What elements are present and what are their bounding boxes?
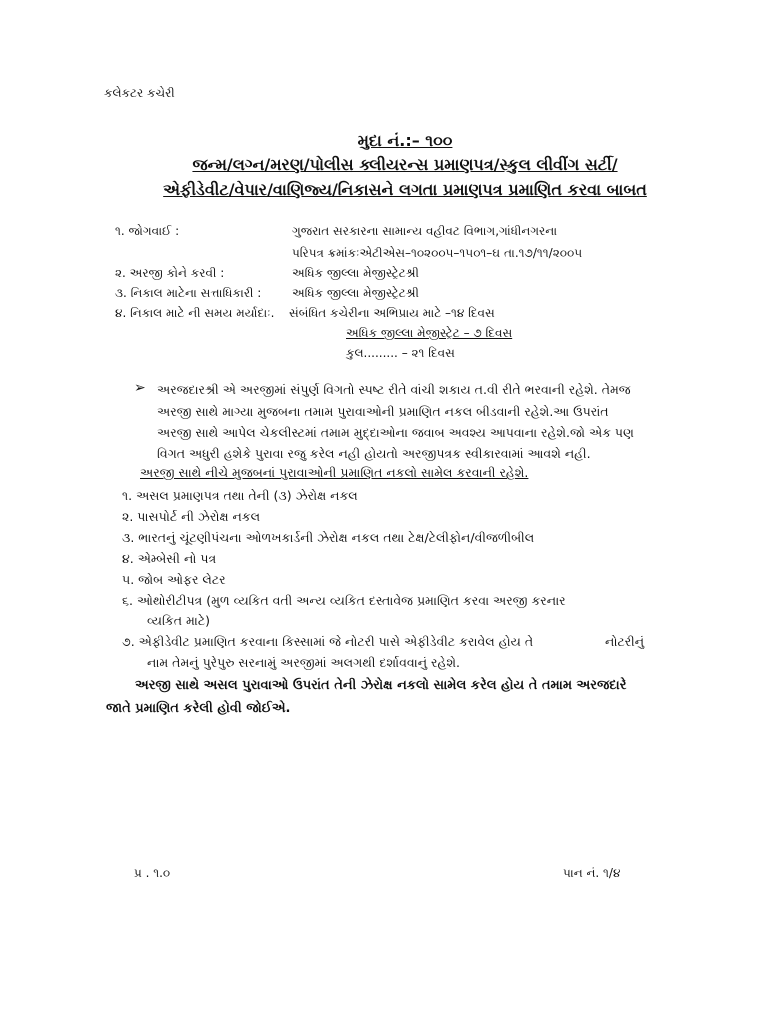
instruction-line-2: અરજી સાથે માગ્યા મુજબના તમામ પુરાવાઓની પ્રમાણિત નકલ બીડવાની રહેશે.આ ઉપરાંત xyxy=(157,404,609,419)
provision-label: ૧. જોગવાઈ : xyxy=(115,224,180,238)
time-limit-label: ૪. નિકાલ માટે ની સમય મર્યાદાઃ. xyxy=(115,306,275,320)
document-item-6-line-1: ૬. ઓથોરીટીપત્ર (મુળ વ્યકિત વતી અન્ય વ્યકિત દસ્તાવેજ પ્રમાણિત કરવા અરજી કરનાર xyxy=(122,593,566,608)
office-header: કલેકટર કચેરી xyxy=(104,86,175,100)
footer-version: પ્ર . ૧.૦ xyxy=(134,866,171,880)
document-item-5: ૫. જોબ ઓફર લેટર xyxy=(122,572,226,587)
attestation-note-line-1: અરજી સાથે અસલ પુરાવાઓ ઉપરાંત તેની ઝેરોક્ષ નકલો સામેલ કરેલ હોય તે તમામ અરજદારે xyxy=(135,678,627,693)
document-item-4: ૪. એમ્બેસી નો પત્ર xyxy=(122,551,217,566)
document-item-1: ૧. અસલ પ્રમાણપત્ર તથા તેની (૩) ઝેરોક્ષ નકલ xyxy=(122,488,358,503)
instruction-line-3: અરજી સાથે આપેલ ચેકલીસ્ટમાં તમામ મુદ્દાઓના જવાબ અવશ્ય આપવાના રહેશે.જો એક પણ xyxy=(157,425,634,440)
instruction-line-4: વિગત અધુરી હશેકે પુરાવા રજુ કરેલ નહી હોયતો અરજીપત્રક સ્વીકારવામાં આવશે નહી. xyxy=(157,446,591,461)
documents-heading: અરજી સાથે નીચે મુજબનાં પુરાવાઓની પ્રમાણિત નકલો સામેલ કરવાની રહેશે. xyxy=(140,465,529,480)
provision-value-2: પરિપત્ર ક્રમાંકઃએટીએસ–૧૦૨૦૦૫–૧૫૦૧–ઘ તા.૧૭/૧૧/૨૦૦૫ xyxy=(292,246,583,260)
authority-label: ૩. નિકાલ માટેના સત્તાધિકારી : xyxy=(115,286,262,300)
document-title-line-3: એફીડેવીટ/વેપાર/વાણિજ્ય/નિકાસને લગતા પ્રમાણપત્ર પ્રમાણિત કરવા બાબત xyxy=(163,180,647,199)
document-title-line-2: જન્મ/લગ્ન/મરણ/પોલીસ ક્લીયરન્સ પ્રમાણપત્ર/સ્કુલ લીવીંગ સર્ટી/ xyxy=(192,155,618,174)
document-item-7-line-1-end: નોટરીનું xyxy=(605,634,645,649)
instruction-line-1: અરજદારશ્રી એ અરજીમાં સંપુર્ણ વિગતો સ્પષ્ટ રીતે વાંચી શકાય ત.વી રીતે ભરવાની રહેશે. તેમજ xyxy=(157,382,631,397)
document-item-6-line-2: વ્યકિત માટે) xyxy=(147,613,210,628)
apply-to-label: ૨. અરજી કોને કરવી : xyxy=(115,266,225,280)
document-title-line-1: મુદા નં.:– ૧૦૦ xyxy=(357,131,453,150)
document-item-7-line-1: ૭. એફીડેવીટ પ્રમાણિત કરવાના કિસ્સામાં જે નોટરી પાસે એફીડેવીટ કરાવેલ હોય તે xyxy=(122,634,534,649)
time-limit-value-2: અધિક જીલ્લા મેજીસ્ટ્રેટ – ૭ દિવસ xyxy=(346,326,513,340)
bullet-arrow-icon: ➢ xyxy=(134,380,146,396)
document-item-3: ૩. ભારતનું ચૂંટણીપંચના ઓળખકાર્ડની ઝેરોક્ષ નકલ તથા ટેક્ષ/ટેલીફોન/વીજળીબીલ xyxy=(122,530,535,545)
time-limit-total: કુલ......... – ૨૧ દિવસ xyxy=(346,346,455,360)
footer-page-number: પાન નં. ૧/૪ xyxy=(563,866,621,880)
document-item-7-line-2: નામ તેમનું પુરેપુરુ સરનામું અરજીમાં અલગથી દર્શાવવાનું રહેશે. xyxy=(147,655,460,670)
provision-value-1: ગુજરાત સરકારના સામાન્ય વહીવટ વિભાગ,ગાંધીનગરના xyxy=(292,224,558,238)
time-limit-value-1: સંબંધિત કચેરીના અભિપ્રાય માટે –૧૪ દિવસ xyxy=(289,306,495,320)
document-item-2: ૨. પાસપોર્ટ ની ઝેરોક્ષ નકલ xyxy=(122,509,261,524)
apply-to-value: અધિક જીલ્લા મેજીસ્ટ્રેટશ્રી xyxy=(292,266,419,280)
authority-value: અધિક જીલ્લા મેજીસ્ટ્રેટશ્રી xyxy=(292,286,419,300)
attestation-note-line-2: જાતે પ્રમાણિત કરેલી હોવી જોઈએ. xyxy=(106,701,291,716)
